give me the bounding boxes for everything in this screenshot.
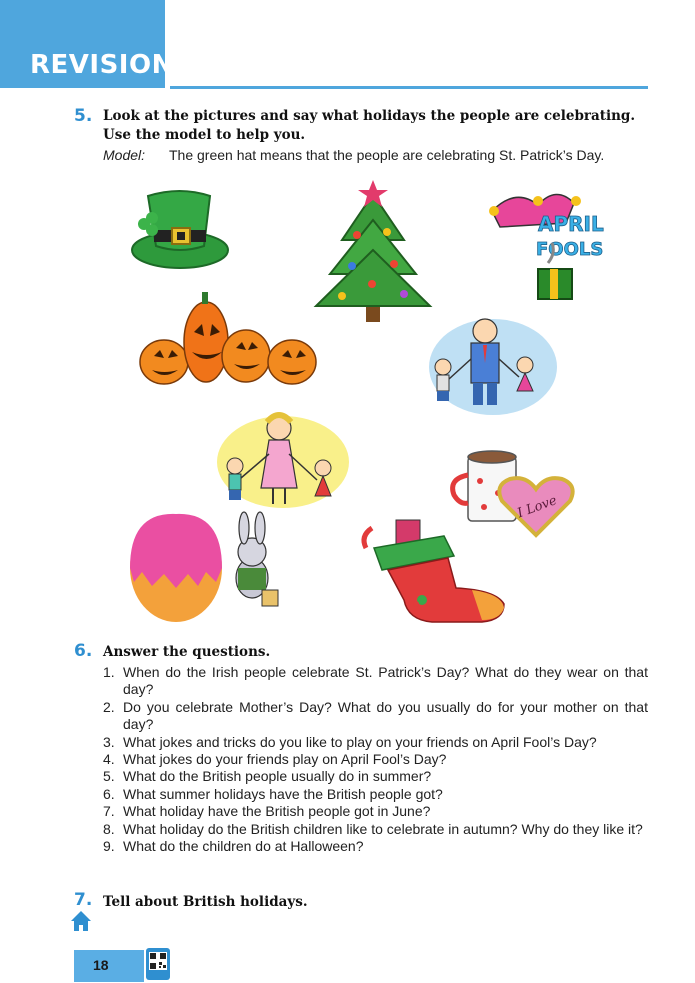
page-number: 18 xyxy=(93,957,109,973)
question-text: What jokes and tricks do you like to play on your friends on April Fool’s Day? xyxy=(123,733,597,750)
question-item xyxy=(103,768,648,785)
page-number-box xyxy=(74,950,144,982)
question-number: 8. xyxy=(103,820,115,837)
question-number: 2. xyxy=(103,698,115,715)
question-number: 3. xyxy=(103,733,115,750)
april-fools-text-1: APRIL xyxy=(538,212,604,236)
green-hat-picture xyxy=(128,188,233,278)
question-number: 4. xyxy=(103,751,115,768)
question-item xyxy=(103,751,648,768)
mothers-day-picture xyxy=(213,410,353,510)
exercise-6-instruction: Answer the questions. xyxy=(103,644,271,660)
question-text: When do the Irish people celebrate St. Patrick’s Day? What do they wear on that day? xyxy=(123,664,648,698)
heart-text: I Love xyxy=(515,493,559,522)
section-title: REVISION xyxy=(30,50,174,80)
question-number: 7. xyxy=(103,803,115,820)
model-label: Model: xyxy=(103,147,146,163)
question-number: 1. xyxy=(103,664,115,680)
question-item xyxy=(103,786,648,803)
exercise-5-model xyxy=(103,147,604,163)
exercise-7-instruction: Tell about British holidays. xyxy=(103,894,308,910)
model-text: The green hat means that the people are celebrating St. Patrick’s Day. xyxy=(169,147,605,163)
question-text: What do the children do at Halloween? xyxy=(123,838,364,855)
question-item xyxy=(103,838,648,855)
question-item xyxy=(103,734,648,751)
exercise-6-number: 6. xyxy=(74,641,93,661)
question-text: Do you celebrate Mother’s Day? What do you usually do for your mother on that day? xyxy=(123,698,648,733)
qr-code-icon xyxy=(145,947,171,981)
home-icon xyxy=(70,910,92,932)
question-item xyxy=(103,821,648,838)
question-item xyxy=(103,664,648,699)
easter-picture xyxy=(128,508,288,623)
question-number: 5. xyxy=(103,768,115,785)
question-text: What jokes do your friends play on April Fool’s Day? xyxy=(123,751,447,768)
exercise-5-instruction-line1: Look at the pictures and say what holidays the people are celebrating. xyxy=(103,108,636,124)
header-rule xyxy=(170,86,648,89)
christmas-stocking-picture xyxy=(352,516,514,628)
exercise-7-number: 7. xyxy=(74,890,93,910)
question-text: What holiday have the British people got in June? xyxy=(123,803,431,820)
question-item xyxy=(103,699,648,734)
question-item xyxy=(103,803,648,820)
question-number: 9. xyxy=(103,838,115,855)
questions-list xyxy=(103,664,648,855)
pumpkins-picture xyxy=(138,290,320,388)
christmas-tree-picture xyxy=(312,180,434,325)
question-text: What do the British people usually do in summer? xyxy=(123,768,432,785)
question-text: What holiday do the British children like to celebrate in autumn? Why do they like it? xyxy=(123,820,643,837)
april-fools-picture xyxy=(486,183,606,305)
question-number: 6. xyxy=(103,785,115,802)
exercise-5-instruction-line2: Use the model to help you. xyxy=(103,127,306,143)
section-header-tab xyxy=(0,0,174,88)
april-fools-text-2: FOOLS xyxy=(536,239,604,260)
fathers-day-picture xyxy=(425,315,560,417)
question-text: What summer holidays have the British people got? xyxy=(123,785,443,802)
exercise-5-number: 5. xyxy=(74,106,93,126)
